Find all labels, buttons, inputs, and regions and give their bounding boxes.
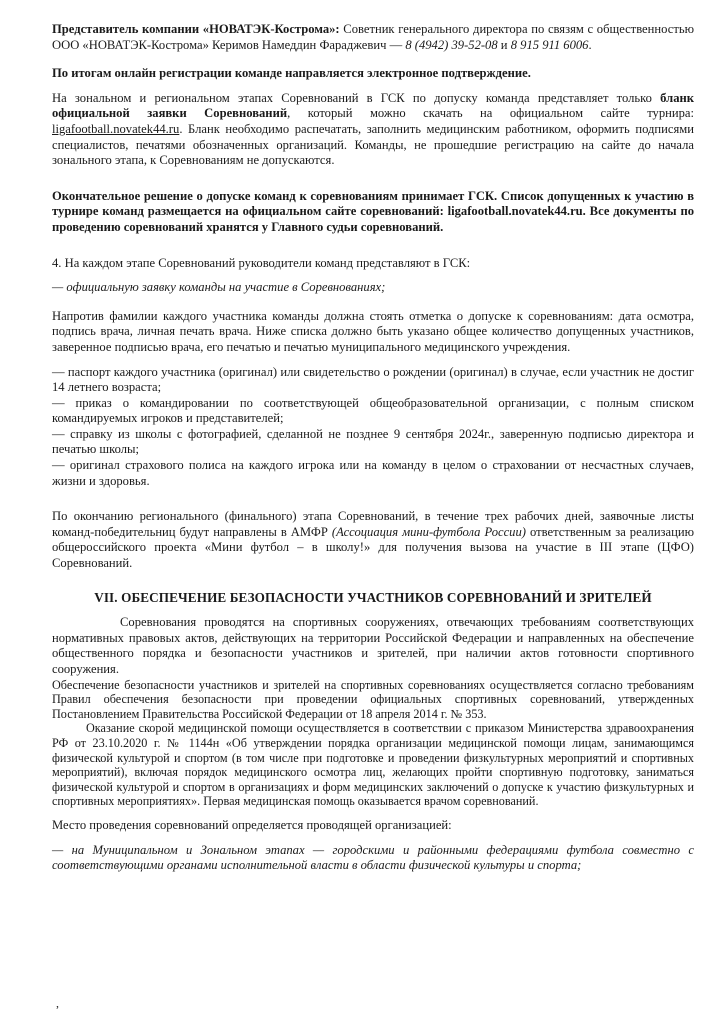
required-documents-list	[52, 365, 694, 490]
document-item-insurance: — оригинал страхового полиса на каждого игрока или на команду в целом о страховании от несчастных случаев, жизни и здоровья.	[52, 458, 694, 488]
document-item-passport: — паспорт каждого участника (оригинал) или свидетельство о рождении (оригинал) в случае, если участник не достиг 14 летнего возраста;	[52, 364, 694, 395]
document-page	[52, 22, 694, 874]
item-4-heading: 4. На каждом этапе Соревнований руководители команд представляют в ГСК:	[52, 255, 471, 270]
representative-phone-2: 8 915 911 6006	[510, 37, 589, 52]
official-application-item: — официальную заявку команды на участие в Соревнованиях;	[52, 280, 386, 295]
document-item-school-certificate: — справку из школы с фотографией, сделанной не позднее 9 сентября 2024г., заверенную подписью директора и печатью школы;	[52, 426, 694, 457]
safety-rules-paragraph: Обеспечение безопасности участников и зрителей на спортивных соревнованиях осуществляется согласно требованиям Правил обеспечения безопасности при проведении официальных спортивных соревнований, утвержденных Постановлением Правительства Российской Федерации от 18 апреля 2014 г. № 353.	[52, 677, 694, 721]
tournament-site-link[interactable]: ligafootball.novatek44.ru	[52, 121, 180, 136]
representative-phone-sep: и	[497, 37, 511, 52]
amfr-expansion: (Ассоциация мини-футбола России)	[331, 524, 526, 539]
final-admission-decision: Окончательное решение о допуске команд к соревнованиям принимает ГСК. Список допущенных к участию в турнире команд размещается на официальном сайте соревнований: ligafootball.novatek44.ru. Все документы по проведению соревнований хранятся у Главного судьи соревнований.	[52, 188, 694, 234]
regional-stage-completion: По окончанию регионального (финального) этапа Соревнований, в течение трех рабочих дней, заявочные листы команд-победительниц будут направлены в АМФР (Ассоциация мини-футбола России) ответственным за реализацию общероссийского проекта «Мини футбол – в школу!» для получения вызова на участие в III этапе (ЦФО) Соревнований.	[52, 509, 695, 571]
section-7-title: VII. ОБЕСПЕЧЕНИЕ БЕЗОПАСНОСТИ УЧАСТНИКОВ СОРЕВНОВАНИЙ И ЗРИТЕЛЕЙ	[94, 589, 652, 605]
stray-scan-mark: ,	[56, 996, 59, 1010]
zonal-regional-paragraph: На зональном и региональном этапах Соревнований в ГСК по допуску команда представляет только бланк официальной заявки Соревнований, который можно скачать на официальном сайте турнира: ligafootball.novatek44.ru. Бланк необходимо распечатать, заполнить медицинским работником, оформить подписями специалистов, печатями обозначенных организаций. Команды, не прошедшие регистрацию на сайте до начала зонального этапа, к Соревнованиям не допускаются.	[52, 90, 694, 168]
safety-facilities-paragraph: Соревнования проводятся на спортивных сооружениях, отвечающих требованиям соответствующих нормативных правовых актов, действующих на территории Российской Федерации и направленных на обеспечение общественного порядка и безопасности участников и зрителей, при наличии актов готовности спортивного сооружения.	[52, 615, 694, 676]
municipal-zonal-venue-item: — на Муниципальном и Зональном этапах — городскими и районными федерациями футбола совместно с соответствующими органами исполнительной власти в области физической культуры и спорта;	[52, 842, 694, 873]
document-item-order: — приказ о командировании по соответствующей общеобразовательной организации, с полным списком командируемых игроков и представителей;	[52, 395, 694, 426]
company-representative: Представитель компании «НОВАТЭК-Кострома»: Советник генерального директора по связям с общественностью ООО «НОВАТЭК-Кострома» Керимов Намеддин Фараджевич — 8 (4942) 39-52-08 и 8 915 911 6006.	[52, 22, 694, 52]
representative-label: Представитель компании «НОВАТЭК-Кострома»:	[52, 22, 340, 36]
registration-confirmation: По итогам онлайн регистрации команде направляется электронное подтверждение.	[52, 66, 531, 81]
representative-text: Советник генерального директора по связям с общественностью ООО «НОВАТЭК-Кострома» Керимов Намеддин Фараджевич —	[52, 22, 694, 52]
participant-marks-paragraph: Напротив фамилии каждого участника команды должна стоять отметка о допуске к соревнованиям: дата осмотра, подпись врача, личная печать врача. Ниже списка должно быть указано общее количество допущенных участников, заверенное подписью врача, его печатью и печатью муниципального медицинского учреждения.	[52, 308, 694, 354]
application-form-bold: бланк официальной заявки Соревнований	[52, 90, 694, 121]
medical-care-paragraph: Оказание скорой медицинской помощи осуществляется в соответствии с приказом Министерства здравоохранения РФ от 23.10.2020 г. № 1144н «Об утверждении порядка организации медицинской помощи лицам, занимающимся физической культурой и спортом (в том числе при подготовке и проведении физкультурных мероприятий и спортивных мероприятий), включая порядок медицинского осмотра лиц, желающих пройти спортивную подготовку, заниматься физической культурой и спортом в организациях и форм медицинских заключений о допуске к участию физкультурных и спортивных мероприятиях». Первая медицинская помощь оказывается врачом соревнований.	[52, 721, 694, 809]
venue-determination: Место проведения соревнований определяется проводящей организацией:	[52, 817, 452, 832]
representative-phone-1: 8 (4942) 39-52-08	[405, 37, 498, 52]
